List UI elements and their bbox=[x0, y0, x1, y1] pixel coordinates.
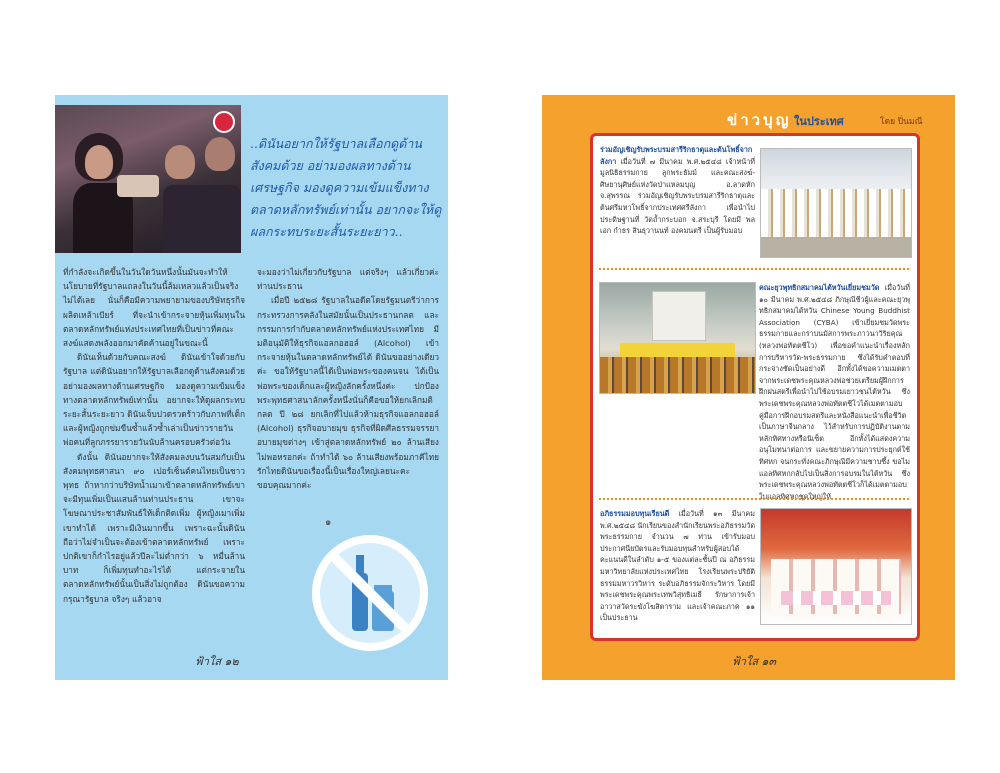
cyba-visit-photo bbox=[599, 282, 756, 394]
left-column-1 bbox=[63, 265, 245, 606]
paragraph: ที่กำลังจะเกิดขึ้นในวันใดวันหนึ่งนั้นมันจะทำให้นโยบายที่รัฐบาลแถลงในวันนี้ล้มเหลวแล้วเป็นจริงไม่ได้เลย นั่นก็คือมีความพยายามของบริษัทธุรกิจผลิตเหล้าเบียร์ ที่จะนำเข้ากระจายหุ้นเพิ่มทุนในตลาดหลักทรัพย์แห่งประเทศไทยที่เป็นข่าวที่คณะสงฆ์แสดงพลังออกมาคัดค้านอยู่ในขณะนี้ bbox=[63, 267, 245, 349]
story-body: เมื่อวันที่ ๑๐ มีนาคม พ.ศ.๒๕๔๘ ภิกษุณีชีวผู้และคณะยุวพุทธิกสมาคมไต้หวัน Chinese Young Buddhist Association (CYBA) เข้าเยี่ยมชมวัดพระธรรมกายและกราบนมัสการพระภาวนาวิริยคุณ (หลวงพ่อทัตตชีโว) เพื่อขอคำแนะนำเรื่องหลักการบริหารวัด-พระธรรมกาย ซึ่งได้รับคำตอบที่กระจ่างชัดเป็นอย่างดี อีกทั้งได้ขอความเมตตาจากพระเดชพระคุณหลวงพ่อช่วยเตรียมผู้ฝึกการฝึกฝนสตรีเพื่อนำไปใช้อบรมเยาวชนไต้หวัน ซึ่งพระเดชพระคุณหลวงพ่อทัตตชีโวได้เมตตามอบคู่มือการฝึกอบรมสตรีและหนังสือแนะนำเพื่อชีวิตเป็นภาษาจีนกลาง ไว้สำหรับการปฏิบัติงานตามหลักทิศทางหรือนิเซ็ต อีกทั้งได้แสดงความอนุโมทนาต่อการ และขยายความการประยุกต์ใช้ทิศหก จนกระทั่งคณะภิกษุณีมีความชาบซึ้ง ขอไมแอลทิศหกกลับไปเป็นสิ่งการอบรมในไต้หวัน ซึ่งพระเดชพระคุณหลวงพ่อทัตตชีโวก็ได้เมตตามอบใบแอลทิศหกชุดใหญ่ให้ bbox=[759, 283, 910, 501]
paragraph: จะมองว่าไม่เกี่ยวกับรัฐบาล แต่จริงๆ แล้วเกี่ยวค่ะท่านประธาน bbox=[257, 267, 439, 292]
left-page bbox=[55, 95, 448, 680]
news-story bbox=[600, 144, 755, 237]
news-box bbox=[590, 133, 920, 641]
relic-ceremony-photo bbox=[760, 148, 912, 258]
page-footer: ฟ้าใส ๑๒ bbox=[195, 655, 239, 668]
left-column-2 bbox=[257, 265, 439, 492]
tv-logo-icon bbox=[213, 111, 235, 133]
paragraph: ดินันเห็นด้วยกับคณะสงฆ์ ดินันเข้าใจด้วยกับรัฐบาล แต่ดินันอยากให้รัฐบาลเลือกดูด้านสังคมด้วย อย่ามองผลทางด้านเศรษฐกิจ มองดูความเข้มแข็งทางตลาดหลักทรัพย์เท่านั้น อยากจะให้ดูผลกระทบระยะสั้นระยะยาว ดินันเจ็บปวดรวดร้าวกับภาพที่เด็กและผู้หญิงถูกข่มขืนซ้ำแล้วซ้ำเล่าเป็นข่าวรายวัน พ่อคนที่ลูกภรรยารายวันนับล้านครอบครัวต่อวัน bbox=[63, 352, 245, 448]
end-mark: ๑ bbox=[325, 517, 332, 528]
news-story bbox=[759, 282, 910, 502]
story-lead: อภิธรรมมอบทุนเรียนดี bbox=[600, 509, 670, 518]
news-header bbox=[542, 103, 955, 131]
scholarship-photo bbox=[760, 508, 912, 625]
paragraph: ดังนั้น ดินันอยากจะให้สังคมลงบนวันสมกับเป็นสังคมพุทธศาสนา ๙๐ เปอร์เซ็นต์คนไทยเป็นชาวพุทธ ถ้าหากว่าบริษัทน้ำเมาเข้าตลาดหลักทรัพย์เขาจะมีทุนเพิ่มเป็นแสนล้านท่านประธาน เขาจะโฆษณาประชาสัมพันธ์ให้เด็กติดเพิ่ม ผู้หญิงเมาเพิ่ม เขาทำได้ เพราะมีเงินมากขึ้น เพราะฉะนั้นดินันถือว่าไม่จำเป็นจะต้องเข้าตลาดหลักทรัพย์ เพราะปกติเขาก็กำไรอยู่แล้วปีละไม่ต่ำกว่า ๖ หมื่นล้านบาท ก็เพิ่มทุนทำอะไรได้ แต่กระจายในตลาดหลักทรัพย์นั้นเป็นสิ่งไม่ถูกต้อง ดินันขอความกรุณารัฐบาล จริงๆ แล้วอาจ bbox=[63, 451, 245, 604]
page-footer: ฟ้าใส ๑๓ bbox=[732, 655, 777, 668]
section-subtitle: ในประเทศ bbox=[794, 115, 844, 128]
pull-quote: ..ดินันอยากให้รัฐบาลเลือกดูด้านสังคมด้วย อย่ามองผลทางด้านเศรษฐกิจ มองดูความเข้มแข็งทางตลาดหลักทรัพย์เท่านั้น อยากจะให้ดูผลกระทบระยะสั้นระยะยาว.. bbox=[250, 136, 442, 239]
no-alcohol-icon bbox=[310, 533, 430, 653]
right-page bbox=[542, 95, 955, 680]
dotted-divider bbox=[599, 498, 909, 500]
parliament-speaker-photo bbox=[55, 105, 241, 253]
news-story bbox=[600, 508, 755, 624]
section-title: ข่าวบุญ bbox=[727, 111, 792, 129]
story-body: เมื่อวันที่ ๑๓ มีนาคม พ.ศ.๒๕๔๘ นักเรียนของสำนักเรียนพระอภิธรรมวัดพระธรรมกาย จำนวน ๗ ท่าน เข้ารับมอบประกาศนียบัตรและรับมอบทุนสำหรับผู้สอบได้คะแนนดีในลำดับ ๑-๕ ของแต่ละชั้นปี ณ อภิธรรมมหาวิทยาลัยแห่งประเทศไทย โรงเรียนพระปริยัติธรรมมหาวรวิหาร ระดับอภิธรรมจักระวิหาร โดยมีพระเดชพระคุณพระเทพวิสุทธิเมธี รักษาการเจ้าอาวาสวัดระฆังโฆสิตาราม และเจ้าคณะภาค ๑๑ เป็นประธาน bbox=[600, 509, 755, 623]
story-lead: ร่วมอัญเชิญรับพระบรมสารีริกธาตุและต้นโพธิ์จากลังกา bbox=[600, 145, 753, 166]
paragraph: เมื่อปี ๒๕๒๘ รัฐบาลในอดีตโดยรัฐมนตรีว่าการกระทรวงการคลังในสมัยนั้นเป็นประธานกลต และกรรมการกำกับตลาดหลักทรัพย์แห่งประเทศไทย มีมติอนุมัติให้ธุรกิจแอลกอฮอล์ (Alcohol) เข้ากระจายหุ้นในตลาดหลักทรัพย์ได้ ดินันขออย่างเดียวค่ะ ขอให้รัฐบาลนี้ได้เป็นพ่อพระของคนจน ได้เป็นพ่อพระของเด็กและผู้หญิงลักครั้งหนึ่งค่ะ ปกป้องพระพุทธศาสนาลักครั้งหนึ่งนั่นก็คือขอให้ยกเลิกมติ กลต ปี ๒๘ ยกเลิกที่ไปแล้วห้ามธุรกิจแอลกอฮอล์ (Alcohol) ธุรกิจอบายมุข ธุรกิจที่ผิดศีลธรรมจรรยาอบายมุขต่างๆ เข้าสู่ตลาดหลักทรัพย์ ๒๐ ล้านเสียงไม่พอหรอกค่ะ ถ้าทำได้ ๖๐ ล้านเสียงพร้อมภาคีไทยรักไทยดินันขอเรื่องนี้เป็นเรื่องใหญ่เลยนะคะ ขอบคุณมากค่ะ bbox=[257, 295, 439, 491]
dotted-divider bbox=[599, 268, 909, 270]
story-body: เมื่อวันที่ ๗ มีนาคม พ.ศ.๒๕๔๘ เจ้าหน้าที่มูลนิธิธรรมกาย ลูกพระธัมม์ และคณะสงฆ์-ศิษยานุศิษย์แห่งวัดป่าแหลมบุญ อ.ลาดหัก จ.สุพรรณ ร่วมอัญเชิญรับพระบรมสารีริกธาตุและต้นศรีมหาโพธิ์จากประเทศศรีลังกา เพื่อนำไปประดิษฐานที่ วัดถ้ำกระบอก จ.สระบุรี โดยมี พลเอก กำธร สินธุวานนท์ องคมนตรี เป็นผู้รับมอบ bbox=[600, 156, 755, 236]
byline: โดย ปิ่นมณี bbox=[880, 117, 923, 127]
story-lead: คณะยุวพุทธิกสมาคมไต้หวันเยี่ยมชมวัด bbox=[759, 283, 880, 292]
